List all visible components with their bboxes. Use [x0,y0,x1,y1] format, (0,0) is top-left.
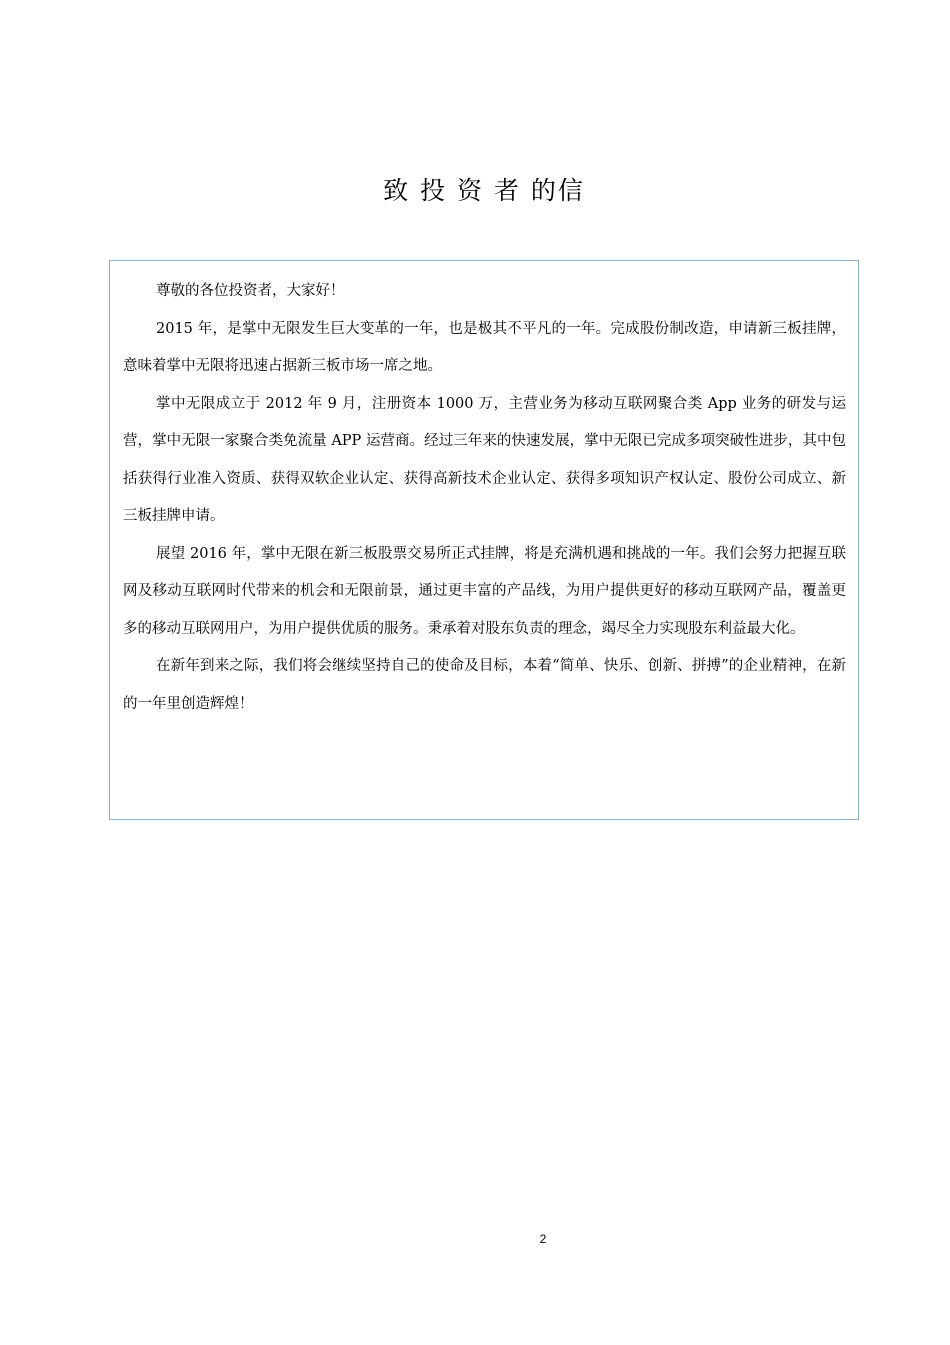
letter-paragraph: 展望 2016 年，掌中无限在新三板股票交易所正式挂牌，将是充满机遇和挑战的一年。我们会努力把握互联网及移动互联网时代带来的机会和无限前景，通过更丰富的产品线，为用户提供更好的移动互联网产品，覆盖更多的移动互联网用户，为用户提供优质的服务。秉承着对股东负责的理念，竭尽全力实现股东利益最大化。 [123,545,846,637]
letter-paragraph: 掌中无限成立于 2012 年 9 月，注册资本 1000 万，主营业务为移动互联网聚合类 App 业务的研发与运营，掌中无限一家聚合类免流量 APP 运营商。经过三年来的快速发展，掌中无限已完成多项突破性进步，其中包括获得行业准入资质、获得双软企业认定、获得高新技术企业认定、获得多项知识产权认定、股份公司成立、新三板挂牌申请。 [123,395,846,524]
letter-box [109,260,859,820]
letter-greeting: 尊敬的各位投资者，大家好！ [156,283,345,299]
page-title: 致 投 资 者 的信 [383,176,585,205]
page-number: 2 [539,1232,547,1246]
letter-closing: 在新年到来之际，我们将会继续坚持自己的使命及目标，本着“简单、快乐、创新、拼搏”的企业精神，在新的一年里创造辉煌！ [123,658,846,712]
letter-paragraph: 2015 年，是掌中无限发生巨大变革的一年，也是极其不平凡的一年。完成股份制改造，申请新三板挂牌，意味着掌中无限将迅速占据新三板市场一席之地。 [123,320,846,374]
